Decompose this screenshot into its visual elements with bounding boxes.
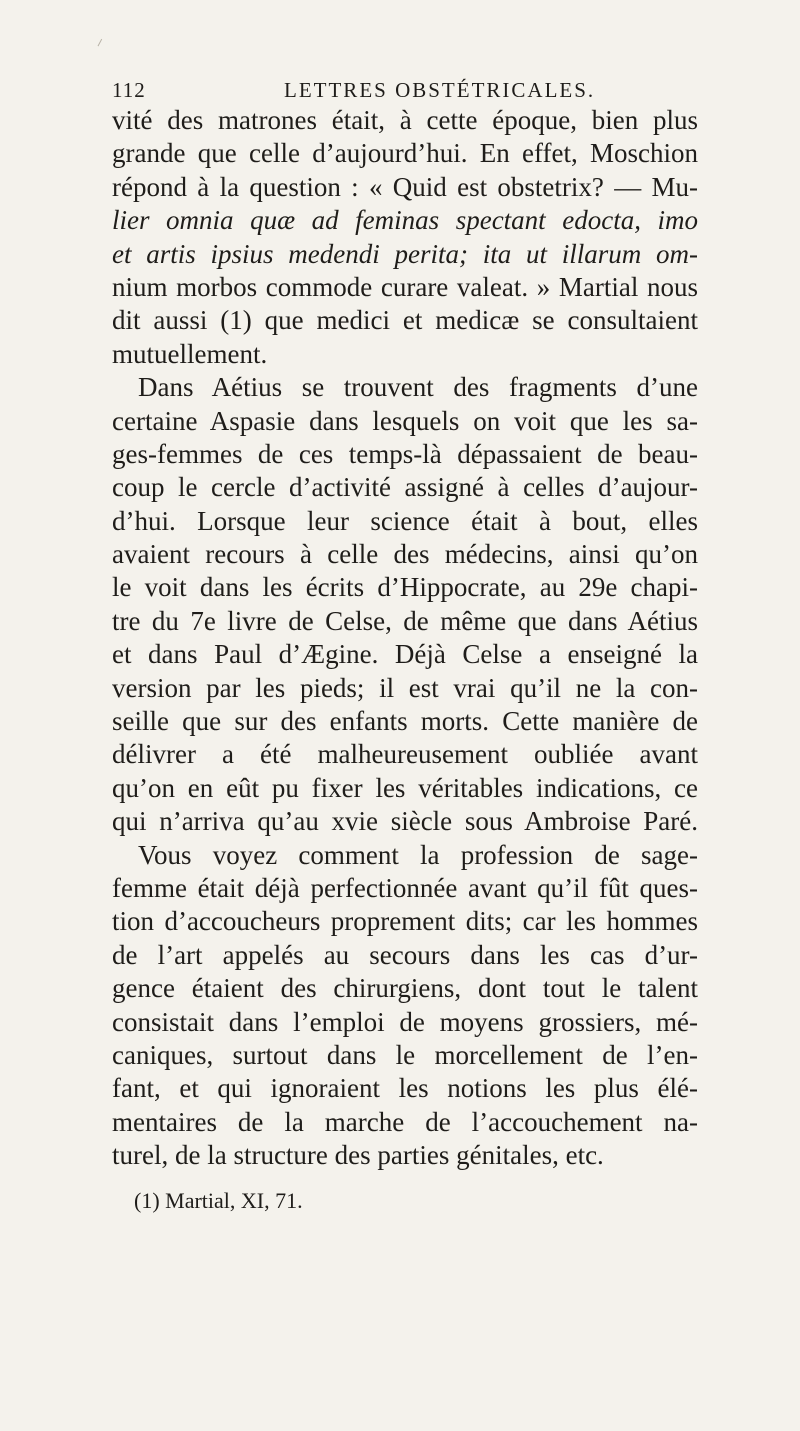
text-line: certaine Aspasie dans lesquels on voit que les sa- <box>112 405 698 436</box>
text-line: d’hui. Lorsque leur science était à bout, elles <box>112 505 698 536</box>
running-title: LETTRES OBSTÉTRICALES. <box>284 78 596 102</box>
text-line: vité des matrones était, à cette époque, bien plus <box>112 105 698 135</box>
text-line: dit aussi (1) que medici et medicæ se consultaient <box>112 305 698 336</box>
text-line: turel, de la structure des parties génitales, etc. <box>112 1140 604 1171</box>
text-line: mentaires de la marche de l’accouchement na- <box>112 1106 698 1137</box>
body-text <box>112 104 698 1173</box>
paper-speck <box>98 39 108 49</box>
text-line: de l’art appelés au secours dans les cas d’ur- <box>112 939 698 970</box>
text-line: le voit dans les écrits d’Hippocrate, au 29e chapi- <box>112 572 698 603</box>
page-number: 112 <box>112 78 146 102</box>
text-line: caniques, surtout dans le morcellement de l’en- <box>112 1039 698 1070</box>
text-line: mutuellement. <box>112 338 268 369</box>
text-line: délivrer a été malheureusement oubliée avant <box>112 739 698 770</box>
text-line: avaient recours à celle des médecins, ainsi qu’on <box>112 539 698 570</box>
text-line: fant, et qui ignoraient les notions les plus élé- <box>112 1073 698 1104</box>
text-line: grande que celle d’aujourd’hui. En effet, Moschion <box>112 138 698 169</box>
text-line: répond à la question : « Quid est obstetrix? — Mu- <box>112 171 698 202</box>
text-line: lier omnia quæ ad feminas spectant edocta, imo <box>112 205 698 236</box>
text-line: version par les pieds; il est vrai qu’il ne la con- <box>112 672 698 703</box>
text-line: tre du 7e livre de Celse, de même que dans Aétius <box>112 605 698 636</box>
text-line: ges-femmes de ces temps-là dépassaient de beau- <box>112 438 698 469</box>
text-line: seille que sur des enfants morts. Cette manière de <box>112 706 698 737</box>
text-line: Vous voyez comment la profession de sage- <box>138 839 698 870</box>
text-line: qui n’arriva qu’au xvie siècle sous Ambroise Paré. <box>112 806 698 837</box>
text-line: nium morbos commode curare valeat. » Martial nous <box>112 271 698 302</box>
text-line: et artis ipsius medendi perita; ita ut illarum om- <box>112 238 698 269</box>
text-line: et dans Paul d’Ægine. Déjà Celse a enseigné la <box>112 639 698 670</box>
text-line: Dans Aétius se trouvent des fragments d’une <box>138 372 698 403</box>
footnote: (1) Martial, XI, 71. <box>134 1188 303 1213</box>
text-line: consistait dans l’emploi de moyens grossiers, mé- <box>112 1006 698 1037</box>
text-line: tion d’accoucheurs proprement dits; car les hommes <box>112 906 698 937</box>
text-line: femme était déjà perfectionnée avant qu’il fût ques- <box>112 872 698 903</box>
text-line: qu’on en eût pu fixer les véritables indications, ce <box>112 772 698 803</box>
text-line: gence étaient des chirurgiens, dont tout le talent <box>112 973 698 1004</box>
text-line: coup le cercle d’activité assigné à celles d’aujour- <box>112 472 698 503</box>
